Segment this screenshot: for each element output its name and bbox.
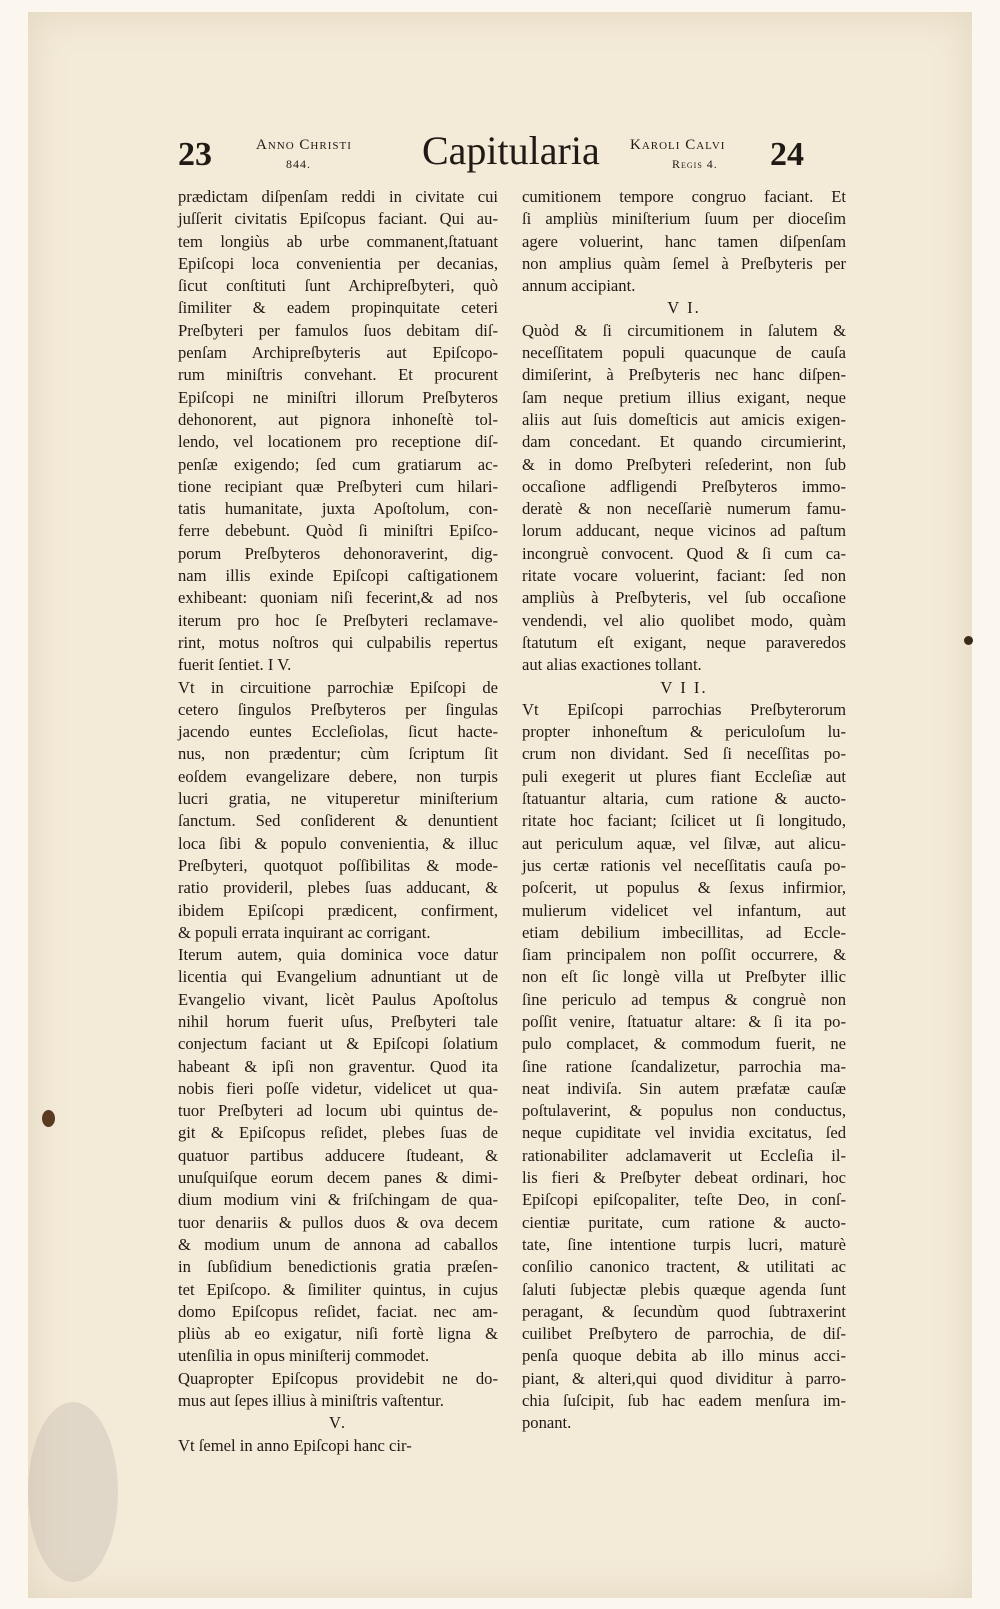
text-line: agere voluerint, hanc tamen diſpenſam	[522, 231, 846, 251]
text-line: ritate vocare voluerint, faciant: ſed non	[522, 566, 846, 586]
header-regnal-year: Regis 4.	[672, 157, 718, 171]
text-line: puli exegerit ut plures fiant Eccleſiæ aut	[522, 766, 846, 786]
text-line: aliis aut ſuis domeſticis aut amicis exigen-	[522, 409, 846, 429]
ink-blot	[964, 636, 973, 645]
text-line: domo Epiſcopus reſidet, faciat. nec am-	[178, 1301, 498, 1321]
text-line: Epiſcopi epiſcopaliter, teſte Deo, in conſ-	[522, 1190, 846, 1210]
text-line: & populi errata inquirant ac corrigant.	[178, 922, 431, 942]
text-line: habeant & ipſi non graventur. Quod ita	[178, 1056, 498, 1076]
text-line: tuor denariis & pullos duos & ova decem	[178, 1212, 498, 1232]
text-line: ſine periculo ad tempus & congruè non	[522, 989, 846, 1009]
header-year: 844.	[286, 157, 311, 171]
text-line: iterum pro hoc ſe Preſbyteri reclamave-	[178, 610, 498, 630]
text-line: lucri gratia, ne vituperetur miniſterium	[178, 789, 498, 809]
text-line: poſcerit, ut populus & ſexus infirmior,	[522, 878, 846, 898]
text-line: rationabiliter adclamaverit ut Eccleſia il-	[522, 1145, 846, 1165]
text-line: annum accipiant.	[522, 276, 636, 296]
text-line: crum non dividant. Sed ſi neceſſitas po-	[522, 744, 846, 764]
text-line: loca ſibi & populo convenientia, & illuc	[178, 833, 498, 853]
text-line: tem longiùs ab urbe commanent,ſtatuant	[178, 231, 498, 251]
text-line: ferre debebunt. Quòd ſi miniſtri Epiſco-	[178, 521, 498, 541]
text-line: Evangelio vivant, licèt Paulus Apoſtolus	[178, 989, 498, 1009]
text-line: V I I.	[660, 677, 708, 697]
text-line: V I.	[667, 298, 701, 318]
page-number-right: 24	[770, 136, 804, 173]
text-line: Iterum autem, quia dominica voce datur	[178, 945, 498, 965]
text-line: piant, & alteri,qui quod dividitur à parro-	[522, 1368, 846, 1388]
text-line: non amplius quàm ſemel à Preſbyteris per	[522, 253, 846, 273]
text-line: tate, ſine intentione turpis lucri, maturè	[522, 1234, 846, 1254]
text-line: in ſubſidium benedictionis gratia præſen-	[178, 1257, 498, 1277]
text-line: juſſerit civitatis Epiſcopus faciant. Qui au-	[178, 209, 498, 229]
text-line: peragant, & ſecundùm quod ſubtraxerint	[522, 1301, 846, 1321]
text-line: ſimiliter & eadem propinquitate ceteri	[178, 298, 498, 318]
text-line: nobis fieri poſſe videtur, videlicet ut qua-	[178, 1078, 498, 1098]
text-line: cuilibet Preſbytero de parrochia, de diſ-	[522, 1324, 846, 1344]
text-line: Preſbyteri per famulos ſuos debitam diſ-	[178, 320, 498, 340]
text-line: ibidem Epiſcopi prædicent, confirment,	[178, 900, 498, 920]
text-line: aut alias exactiones tollant.	[522, 655, 702, 675]
text-line: penſa quoque debita ab illo minus acci-	[522, 1346, 846, 1366]
ink-blot	[42, 1110, 55, 1127]
text-line: non eſt ſic longè villa ut Preſbyter illic	[522, 967, 846, 987]
text-line: ſanctum. Sed conſiderent & denuntient	[178, 811, 498, 831]
text-line: etiam debilium imbecillitas, ad Eccle-	[522, 922, 846, 942]
text-line: Preſbyteri, quotquot poſſibilitas & mode-	[178, 855, 498, 875]
text-line: eoſdem evangelizare debere, non turpis	[178, 766, 498, 786]
text-line: ritate hoc faciant; ſcilicet ut ſi longitudo,	[522, 811, 846, 831]
text-line: nihil horum fuerit uſus, Preſbyteri tale	[178, 1011, 498, 1031]
text-line: ſaluti ſubjectæ plebis quæque agenda ſunt	[522, 1279, 846, 1299]
text-line: & in domo Preſbyteri reſederint, non ſub	[522, 454, 846, 474]
text-line: dehonorent, aut pignora inhoneſtè tol-	[178, 409, 498, 429]
text-line: mus aut ſepes illius à miniſtris vaſtentur.	[178, 1391, 444, 1411]
text-line: propter inhoneſtum & periculoſum lu-	[522, 722, 846, 742]
text-line: cientiæ puritate, cum ratione & aucto-	[522, 1212, 846, 1232]
text-line: jacendo euntes Eccleſiolas, ſicut hacte-	[178, 722, 498, 742]
text-line: dam concedant. Et quando circumierint,	[522, 432, 846, 452]
text-line: ſicut conſtituti ſunt Archipreſbyteri, quò	[178, 276, 498, 296]
text-line: poſtulaverint, & populus non conductus,	[522, 1101, 846, 1121]
page-header	[0, 0, 1000, 173]
text-line: fuerit ſentiet. I V.	[178, 655, 292, 675]
text-line: licentia qui Evangelium adnuntiant ut de	[178, 967, 498, 987]
text-line: ſiam principalem non poſſit occurrere, &	[522, 945, 846, 965]
text-line: conſilio canonico tractent, & utilitati ac	[522, 1257, 846, 1277]
page-number-left: 23	[178, 136, 212, 173]
text-line: ſi ampliùs miniſterium ſuum per dioceſim	[522, 209, 846, 229]
text-line: aut periculum aquæ, vel ſilvæ, aut alicu-	[522, 833, 846, 853]
text-line: dimiſerint, à Preſbyteris nec hanc diſpen-	[522, 365, 846, 385]
text-line: lendo, vel locationem pro receptione diſ-	[178, 432, 498, 452]
text-line: jus certæ rationis vel neceſſitatis cauſa po-	[522, 855, 846, 875]
text-line: ſine ratione ſcandalizetur, parrochia ma-	[522, 1056, 846, 1076]
text-line: Vt ſemel in anno Epiſcopi hanc cir-	[178, 1435, 412, 1455]
text-line: dium modium vini & friſchingam de qua-	[178, 1190, 498, 1210]
text-line: & modium unum de annona ad caballos	[178, 1234, 498, 1254]
text-line: occaſione adfligendi Preſbyteros immo-	[522, 476, 846, 496]
right-text-column	[522, 186, 846, 1435]
text-line: rint, motus noſtros qui culpabilis repertus	[178, 632, 498, 652]
text-line: tatis humanitate, juxta Apoſtolum, con-	[178, 499, 498, 519]
text-line: unuſquiſque eorum decem panes & dimi-	[178, 1168, 498, 1188]
text-line: ſtatutum eſt exigant, neque paraveredos	[522, 632, 846, 652]
text-line: V.	[329, 1413, 347, 1433]
header-caption-right: Karoli Calvi	[630, 137, 726, 153]
text-line: prædictam diſpenſam reddi in civitate cui	[178, 187, 498, 206]
text-line: cetero ſingulos Preſbyteros per ſingulas	[178, 699, 498, 719]
text-line: Quapropter Epiſcopus providebit ne do-	[178, 1368, 498, 1388]
text-line: pliùs ab eo exigatur, niſi fortè ligna &	[178, 1324, 498, 1344]
text-line: mulierum videlicet vel infantum, aut	[522, 900, 846, 920]
text-line: Epiſcopi loca convenientia per decanias,	[178, 253, 498, 273]
text-line: cumitionem tempore congruo faciant. Et	[522, 187, 846, 206]
text-line: nus, non prædentur; cùm ſcriptum ſit	[178, 744, 498, 764]
text-line: ſtatuantur altaria, cum ratione & aucto-	[522, 789, 846, 809]
text-line: ponant.	[522, 1413, 572, 1433]
text-line: chia ſuſcipit, ſub hac eadem menſura im-	[522, 1391, 846, 1411]
paper-stain	[28, 1402, 118, 1582]
text-line: tet Epiſcopo. & ſimiliter quintus, in cujus	[178, 1279, 498, 1299]
text-line: nam illis exinde Epiſcopi caſtigationem	[178, 566, 498, 586]
text-line: Vt in circuitione parrochiæ Epiſcopi de	[178, 677, 498, 697]
text-line: penſam Archipreſbyteris aut Epiſcopo-	[178, 343, 498, 363]
text-line: lorum adducant, neque vicinos ad paſtum	[522, 521, 846, 541]
text-line: git & Epiſcopus reſidet, plebes ſuas de	[178, 1123, 498, 1143]
text-line: rum miniſtris convehant. Et procurent	[178, 365, 498, 385]
text-line: poſſit venire, ſtatuatur altare: & ſi ita po-	[522, 1011, 846, 1031]
text-line: neat indiviſa. Sin autem præfatæ cauſæ	[522, 1078, 846, 1098]
text-line: penſæ exigendo; ſed cum gratiarum ac-	[178, 454, 498, 474]
text-line: ratio provideril, plebes ſuas adducant, &	[178, 878, 498, 898]
text-line: ſam neque pretium illius exigant, neque	[522, 387, 846, 407]
text-line: incongruè convocent. Quod & ſi cum ca-	[522, 543, 846, 563]
text-line: exhibeant: quoniam niſi fecerint,& ad nos	[178, 588, 498, 608]
text-line: conjectum faciant ut & Epiſcopi ſolatium	[178, 1034, 498, 1054]
text-line: tuor Preſbyteri ad locum ubi quintus de-	[178, 1101, 498, 1121]
text-line: deratè & non neceſſariè numerum famu-	[522, 499, 846, 519]
text-line: ampliùs à Preſbyteris, vel ſub occaſione	[522, 588, 846, 608]
left-text-column	[178, 186, 498, 1457]
running-title: Capitularia	[422, 128, 600, 173]
text-line: Quòd & ſi circumitionem in ſalutem &	[522, 320, 846, 340]
text-line: lis fieri & Preſbyter debeat ordinari, hoc	[522, 1168, 846, 1188]
text-line: Epiſcopi ne miniſtri illorum Preſbyteros	[178, 387, 498, 407]
text-line: neceſſitatem populi quacunque de cauſa	[522, 343, 846, 363]
text-line: quatuor partibus adducere ſtudeant, &	[178, 1145, 498, 1165]
text-line: porum Preſbyteros dehonoraverint, dig-	[178, 543, 498, 563]
text-line: utenſilia in opus miniſterij commodet.	[178, 1346, 430, 1366]
text-line: tione recipiant quæ Preſbyteri cum hilari-	[178, 476, 498, 496]
text-line: neque cupiditate vel invidia excitatus, ſed	[522, 1123, 846, 1143]
text-line: pulo complacet, & commodum fuerit, ne	[522, 1034, 846, 1054]
text-line: Vt Epiſcopi parrochias Preſbyterorum	[522, 699, 846, 719]
text-line: vendendi, vel alio quolibet modo, quàm	[522, 610, 846, 630]
header-caption-left: Anno Christi	[256, 137, 352, 153]
